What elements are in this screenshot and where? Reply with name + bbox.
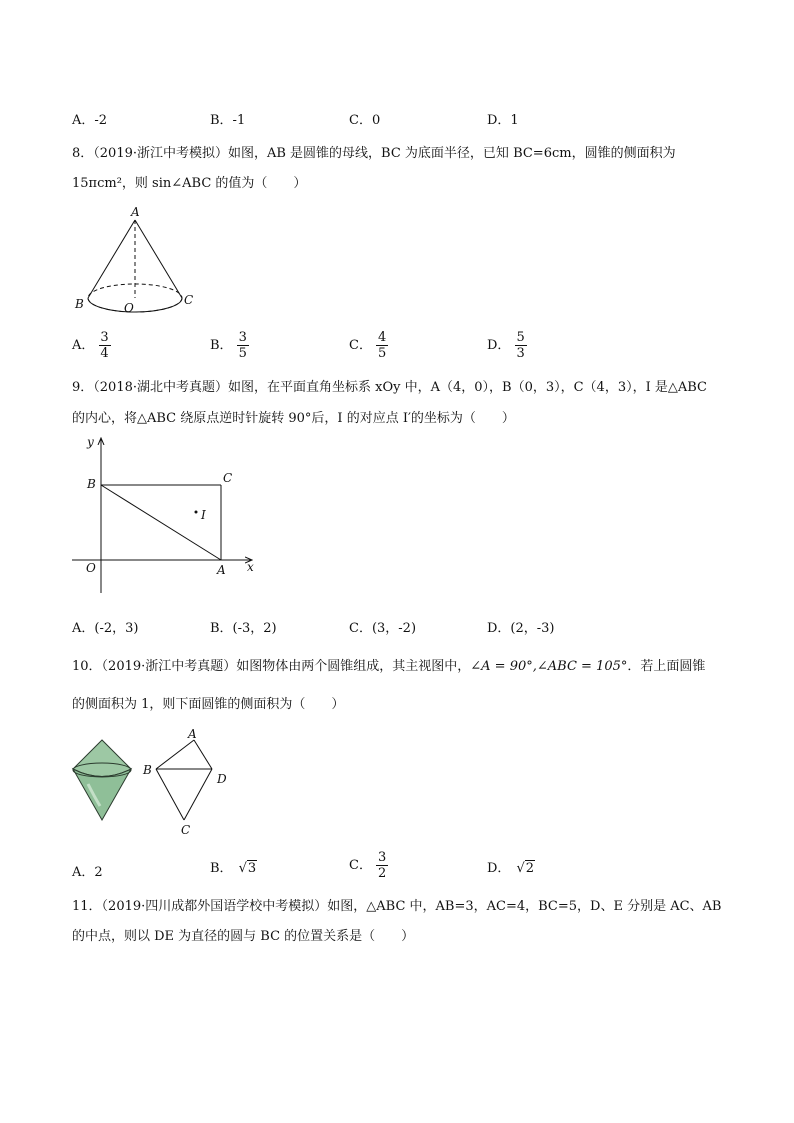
label-y: y bbox=[87, 435, 94, 449]
q9-stem-line1: 9．（2018·湖北中考真题）如图，在平面直角坐标系 xOy 中，A（4，0），B（0，3），C（4，3），I 是△ABC bbox=[72, 380, 707, 395]
label-c: C bbox=[184, 293, 194, 307]
q8-stem-line2: 15πcm²，则 sin∠ABC 的值为（ ） bbox=[72, 176, 307, 191]
q8-option-d: D． $\frac{5}{3}$ bbox=[487, 330, 525, 361]
q11-stem-line2: 的中点，则以 DE 为直径的圆与 BC 的位置关系是（ ） bbox=[72, 929, 415, 944]
incenter-point bbox=[195, 511, 198, 514]
q7-option-b: B．-1 bbox=[210, 113, 246, 128]
sqrt-expression: √3 bbox=[238, 861, 257, 876]
q8-option-b: B． $\frac{3}{5}$ bbox=[210, 330, 247, 361]
q10-option-a: A．2 bbox=[72, 865, 103, 880]
label-b: B bbox=[143, 763, 152, 777]
q10-front-view-figure bbox=[140, 726, 250, 838]
q8-option-c: C． $\frac{4}{5}$ bbox=[349, 330, 387, 361]
upper-cone bbox=[73, 740, 131, 777]
q9-option-b: B．(-3，2) bbox=[210, 621, 277, 636]
q10-option-d: D． √2 bbox=[487, 861, 535, 876]
segment-ad bbox=[194, 740, 212, 769]
q10-option-c: C． $\frac{3}{2}$ bbox=[349, 850, 387, 881]
cone-side-ab bbox=[88, 220, 135, 298]
q8-option-a: A． $\frac{3}{4}$ bbox=[72, 330, 109, 361]
q7-option-a: A．-2 bbox=[72, 113, 108, 128]
segment-ab bbox=[156, 740, 194, 769]
cone-base-front bbox=[88, 298, 182, 312]
label-a: A bbox=[188, 727, 197, 741]
label-c: C bbox=[223, 471, 233, 485]
q10-angle-math: ∠A = 90°,∠ABC = 105° bbox=[470, 659, 628, 674]
label-x: x bbox=[247, 560, 254, 574]
fraction: $\frac{3}{5}$ bbox=[238, 330, 247, 361]
q9-option-d: D．(2，-3) bbox=[487, 621, 555, 636]
label-o: O bbox=[124, 301, 134, 315]
q9-option-c: C．(3，-2) bbox=[349, 621, 417, 636]
q9-stem-line2: 的内心，将△ABC 绕原点逆时针旋转 90°后，I 的对应点 I′的坐标为（ ） bbox=[72, 411, 515, 426]
label-i: I bbox=[201, 508, 206, 522]
fraction: $\frac{5}{3}$ bbox=[516, 330, 525, 361]
label-b: B bbox=[87, 477, 96, 491]
q10-option-b: B． √3 bbox=[210, 861, 257, 876]
q9-coordinate-figure bbox=[70, 430, 270, 600]
label-a: A bbox=[131, 205, 140, 219]
fraction: $\frac{3}{4}$ bbox=[100, 330, 109, 361]
label-b: B bbox=[75, 297, 84, 311]
label-d: D bbox=[217, 772, 227, 786]
q9-option-a: A．(-2，3) bbox=[72, 621, 139, 636]
q7-option-d: D．1 bbox=[487, 113, 519, 128]
segment-bc bbox=[156, 769, 184, 820]
q11-stem-line1: 11．（2019·四川成都外国语学校中考模拟）如图，△ABC 中，AB=3，AC=4，BC=5，D、E 分别是 AC、AB bbox=[72, 899, 722, 914]
sqrt-expression: √2 bbox=[516, 861, 535, 876]
label-a: A bbox=[217, 563, 226, 577]
label-c: C bbox=[181, 823, 191, 837]
label-o: O bbox=[86, 561, 96, 575]
q7-option-c: C．0 bbox=[349, 113, 381, 128]
double-cone-solid-figure bbox=[70, 732, 140, 824]
fraction: $\frac{3}{2}$ bbox=[377, 850, 387, 881]
q8-cone-figure bbox=[70, 200, 200, 320]
segment-ba bbox=[101, 485, 221, 560]
fraction: $\frac{4}{5}$ bbox=[377, 330, 387, 361]
segment-dc bbox=[184, 769, 212, 820]
q10-stem-line2: 的侧面积为 1，则下面圆锥的侧面积为（ ） bbox=[72, 697, 345, 712]
q10-stem-line1: 10．（2019·浙江中考真题）如图物体由两个圆锥组成，其主视图中，∠A = 90°,∠ABC = 105°．若上面圆锥 bbox=[72, 659, 706, 674]
q8-stem-line1: 8．（2019·浙江中考模拟）如图，AB 是圆锥的母线，BC 为底面半径，已知 BC=6cm，圆锥的侧面积为 bbox=[72, 146, 676, 161]
